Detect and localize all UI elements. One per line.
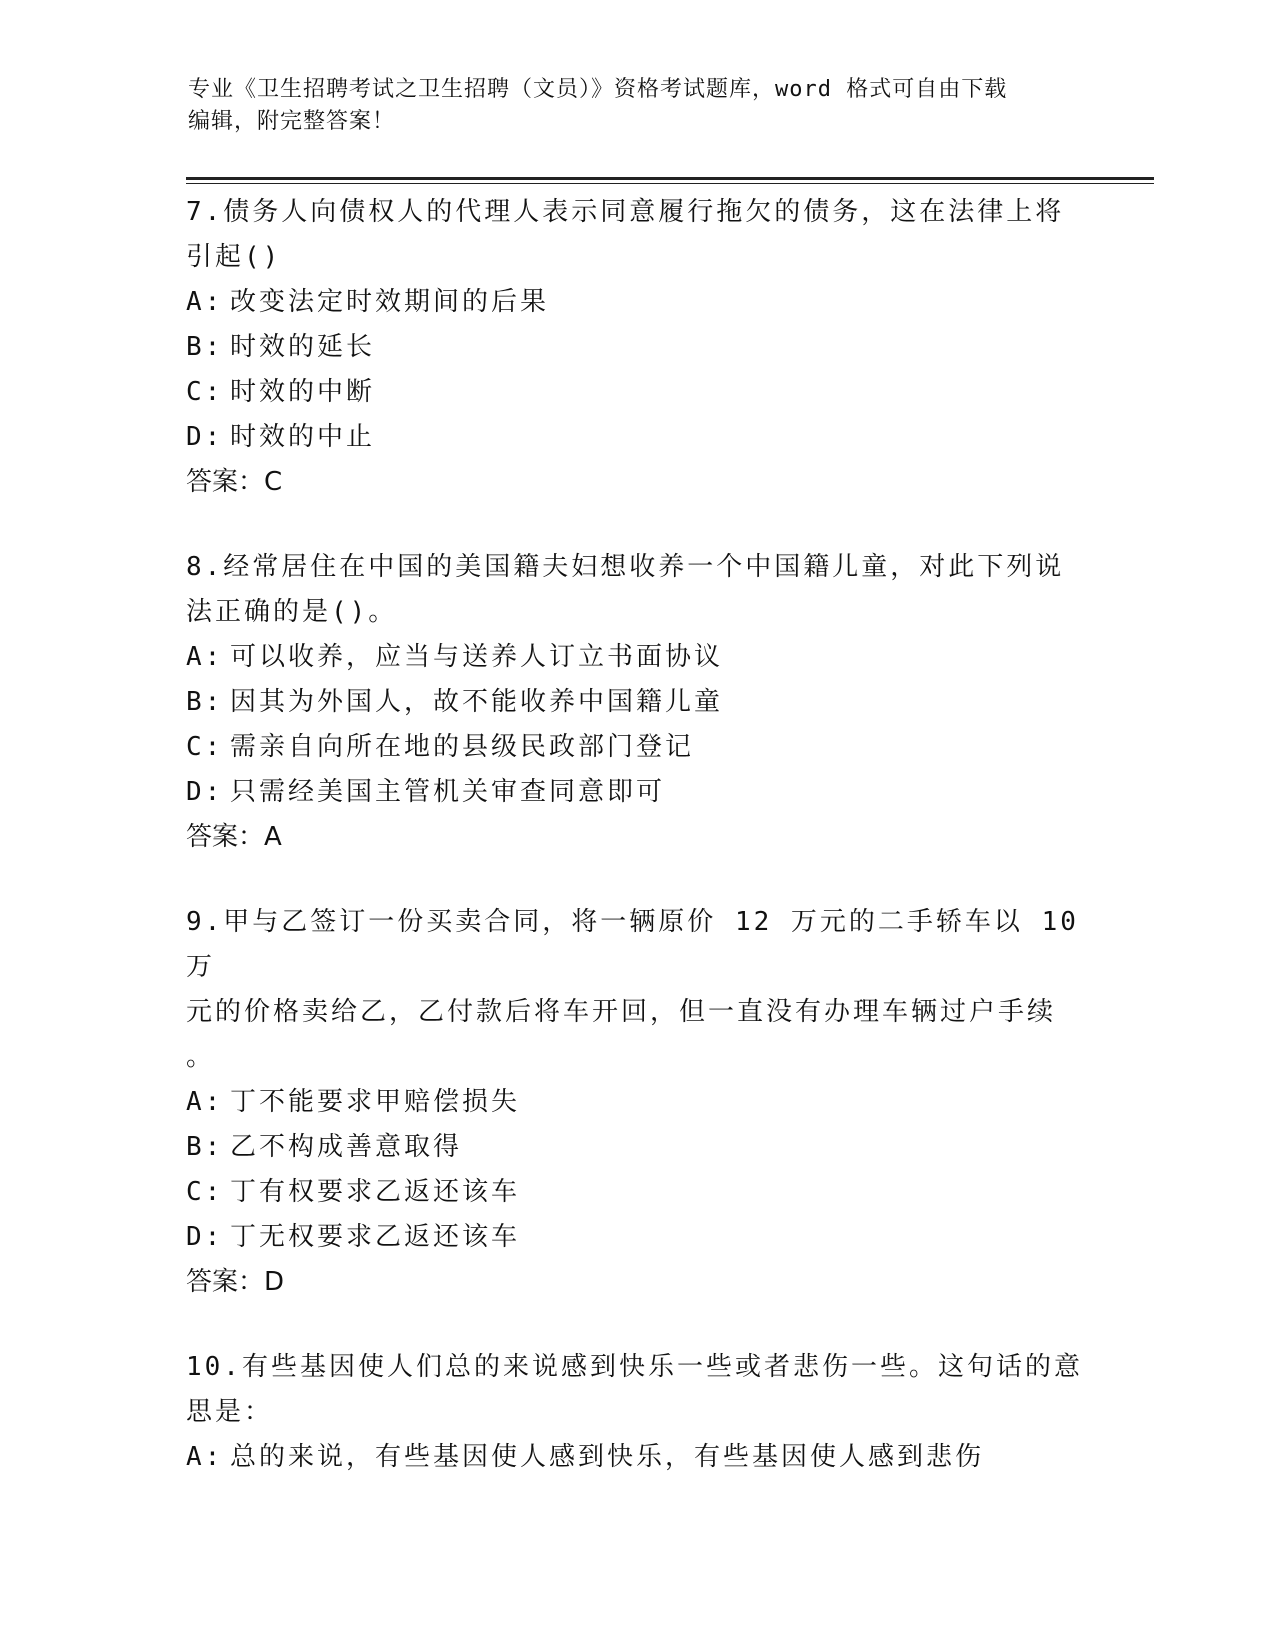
option-a (186, 1435, 1086, 1480)
option-text: 丁有权要求乙返还该车 (230, 1177, 521, 1207)
option-d (186, 415, 1086, 460)
option-a (186, 280, 1086, 325)
option-text: 时效的延长 (230, 332, 376, 362)
option-d (186, 1215, 1086, 1260)
option-text: 时效的中断 (230, 377, 376, 407)
option-letter: D: (186, 422, 224, 452)
option-a (186, 1080, 1086, 1125)
option-letter: B: (186, 1132, 224, 1162)
answer-label: 答案：D (186, 1267, 285, 1297)
option-a (186, 635, 1086, 680)
question-list (186, 190, 1086, 1520)
answer-label: 答案：A (186, 822, 282, 852)
option-text: 时效的中止 (230, 422, 376, 452)
option-text: 总的来说，有些基因使人感到快乐，有些基因使人感到悲伤 (230, 1442, 985, 1472)
header-divider-thick (186, 177, 1154, 180)
question-stem-line: 9.甲与乙签订一份买卖合同，将一辆原价 12 万元的二手轿车以 10 万 (186, 907, 1079, 982)
question-7 (186, 190, 1086, 505)
question-stem-line: 7.债务人向债权人的代理人表示同意履行拖欠的债务，这在法律上将 (186, 197, 1065, 227)
question-8 (186, 545, 1086, 860)
header-line-2: 编辑，附完整答案！ (188, 109, 396, 134)
option-c (186, 370, 1086, 415)
option-letter: D: (186, 777, 224, 807)
question-10 (186, 1345, 1086, 1480)
option-b (186, 680, 1086, 725)
option-b (186, 325, 1086, 370)
question-9 (186, 900, 1086, 1305)
option-letter: C: (186, 732, 224, 762)
option-letter: B: (186, 687, 224, 717)
option-d (186, 770, 1086, 815)
option-letter: B: (186, 332, 224, 362)
question-stem-line: 元的价格卖给乙，乙付款后将车开回，但一直没有办理车辆过户手续 (186, 997, 1057, 1027)
question-stem-line: 思是： (186, 1397, 274, 1427)
option-text: 可以收养，应当与送养人订立书面协议 (230, 642, 724, 672)
option-c (186, 1170, 1086, 1215)
option-letter: A: (186, 1442, 224, 1472)
option-text: 乙不构成善意取得 (230, 1132, 463, 1162)
option-b (186, 1125, 1086, 1170)
option-letter: A: (186, 1087, 224, 1117)
option-text: 丁无权要求乙返还该车 (230, 1222, 521, 1252)
option-text: 丁不能要求甲赔偿损失 (230, 1087, 521, 1117)
answer-label: 答案：C (186, 467, 283, 497)
option-letter: A: (186, 287, 224, 317)
option-letter: C: (186, 1177, 224, 1207)
option-text: 改变法定时效期间的后果 (230, 287, 550, 317)
question-stem-line: 法正确的是()。 (186, 597, 398, 627)
header-divider-thin (186, 183, 1154, 184)
question-stem-line: 引起() (186, 242, 282, 272)
option-letter: C: (186, 377, 224, 407)
question-stem-line: 8.经常居住在中国的美国籍夫妇想收养一个中国籍儿童，对此下列说 (186, 552, 1065, 582)
question-stem-line: 。 (186, 1042, 216, 1072)
question-stem-line: 10.有些基因使人们总的来说感到快乐一些或者悲伤一些。这句话的意 (186, 1352, 1083, 1382)
header-line-1: 专业《卫生招聘考试之卫生招聘（文员）》资格考试题库，word 格式可自由下载 (188, 77, 1008, 102)
document-header (188, 74, 1088, 138)
option-letter: D: (186, 1222, 224, 1252)
option-c (186, 725, 1086, 770)
option-text: 因其为外国人，故不能收养中国籍儿童 (230, 687, 724, 717)
option-text: 需亲自向所在地的县级民政部门登记 (230, 732, 695, 762)
option-letter: A: (186, 642, 224, 672)
option-text: 只需经美国主管机关审查同意即可 (230, 777, 666, 807)
